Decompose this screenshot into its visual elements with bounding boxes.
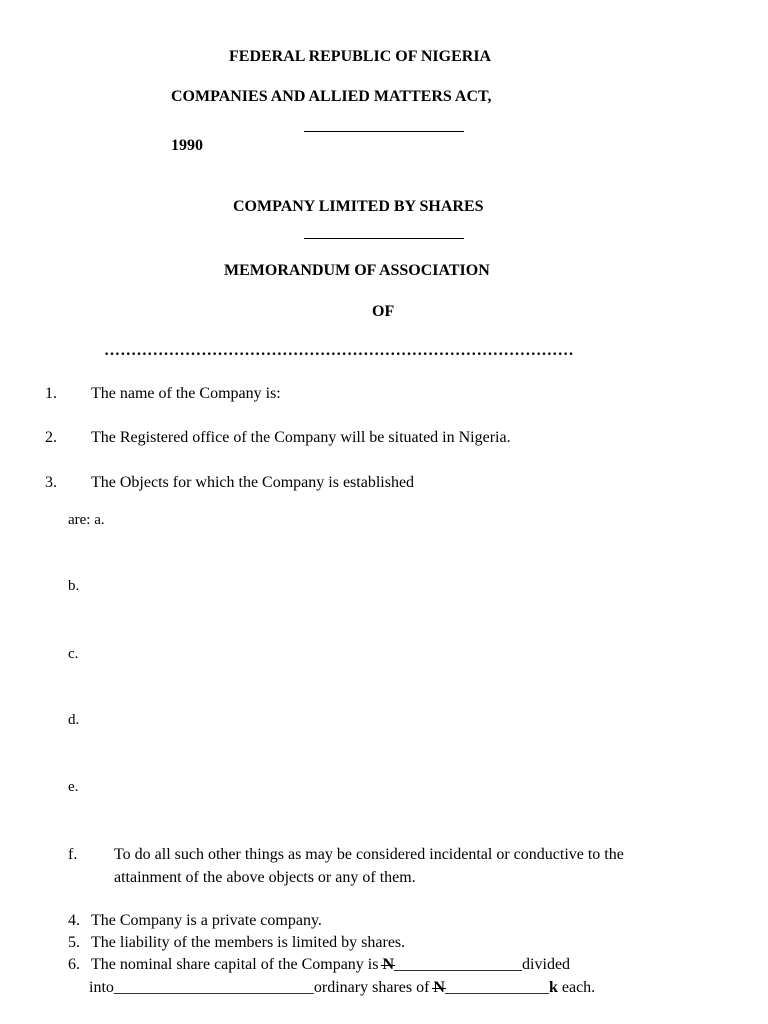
of-title: OF bbox=[372, 303, 395, 320]
share-capital-line2 bbox=[89, 979, 595, 997]
object-item-label: c. bbox=[68, 646, 79, 662]
clause-text: The Objects for which the Company is established bbox=[91, 474, 415, 491]
clause-number: 3. bbox=[45, 474, 57, 491]
title-act: COMPANIES AND ALLIED MATTERS ACT, bbox=[171, 88, 492, 105]
share-capital-line1 bbox=[91, 956, 570, 974]
clause-number: 4. bbox=[68, 912, 80, 929]
blank-share-value[interactable]: _____________ bbox=[444, 979, 549, 996]
clause-text: The Company is a private company. bbox=[91, 912, 322, 929]
kobo-symbol: k bbox=[548, 979, 558, 996]
clause-number: 2. bbox=[45, 429, 57, 446]
clause-text: into bbox=[89, 979, 114, 996]
object-f-text-line2: attainment of the above objects or any of them. bbox=[114, 869, 416, 886]
object-f-text-line1: To do all such other things as may be considered incidental or conductive to the bbox=[114, 846, 624, 863]
header-rule-1 bbox=[304, 131, 464, 132]
clause-text: The Registered office of the Company will be situated in Nigeria. bbox=[91, 429, 511, 446]
clause-number: 1. bbox=[45, 385, 57, 402]
naira-symbol: N bbox=[382, 956, 395, 973]
memorandum-title: MEMORANDUM OF ASSOCIATION bbox=[224, 262, 490, 279]
object-item-label: b. bbox=[68, 578, 80, 594]
clause-number: 5. bbox=[68, 934, 80, 951]
act-year: 1990 bbox=[171, 137, 203, 154]
blank-nominal-capital[interactable]: ________________ bbox=[394, 956, 523, 973]
objects-lead: are: a. bbox=[68, 512, 105, 528]
clause-text: divided bbox=[522, 956, 571, 973]
object-item-label: f. bbox=[68, 846, 78, 863]
clause-text: ordinary shares of bbox=[313, 979, 434, 996]
blank-number-of-shares[interactable]: _________________________ bbox=[113, 979, 314, 996]
title-federal-republic: FEDERAL REPUBLIC OF NIGERIA bbox=[229, 48, 492, 65]
naira-symbol: N bbox=[433, 979, 445, 996]
company-name-dots: …………………………………………………………………………… bbox=[104, 342, 574, 359]
clause-text: The liability of the members is limited by shares. bbox=[91, 934, 406, 951]
company-type-title: COMPANY LIMITED BY SHARES bbox=[233, 198, 484, 215]
object-item-label: e. bbox=[68, 779, 79, 795]
clause-text: each. bbox=[557, 979, 596, 996]
clause-number: 6. bbox=[68, 956, 80, 973]
header-rule-2 bbox=[304, 238, 464, 239]
clause-text: The name of the Company is: bbox=[91, 385, 281, 402]
object-item-label: d. bbox=[68, 712, 80, 728]
clause-text: The nominal share capital of the Company is bbox=[91, 956, 383, 973]
